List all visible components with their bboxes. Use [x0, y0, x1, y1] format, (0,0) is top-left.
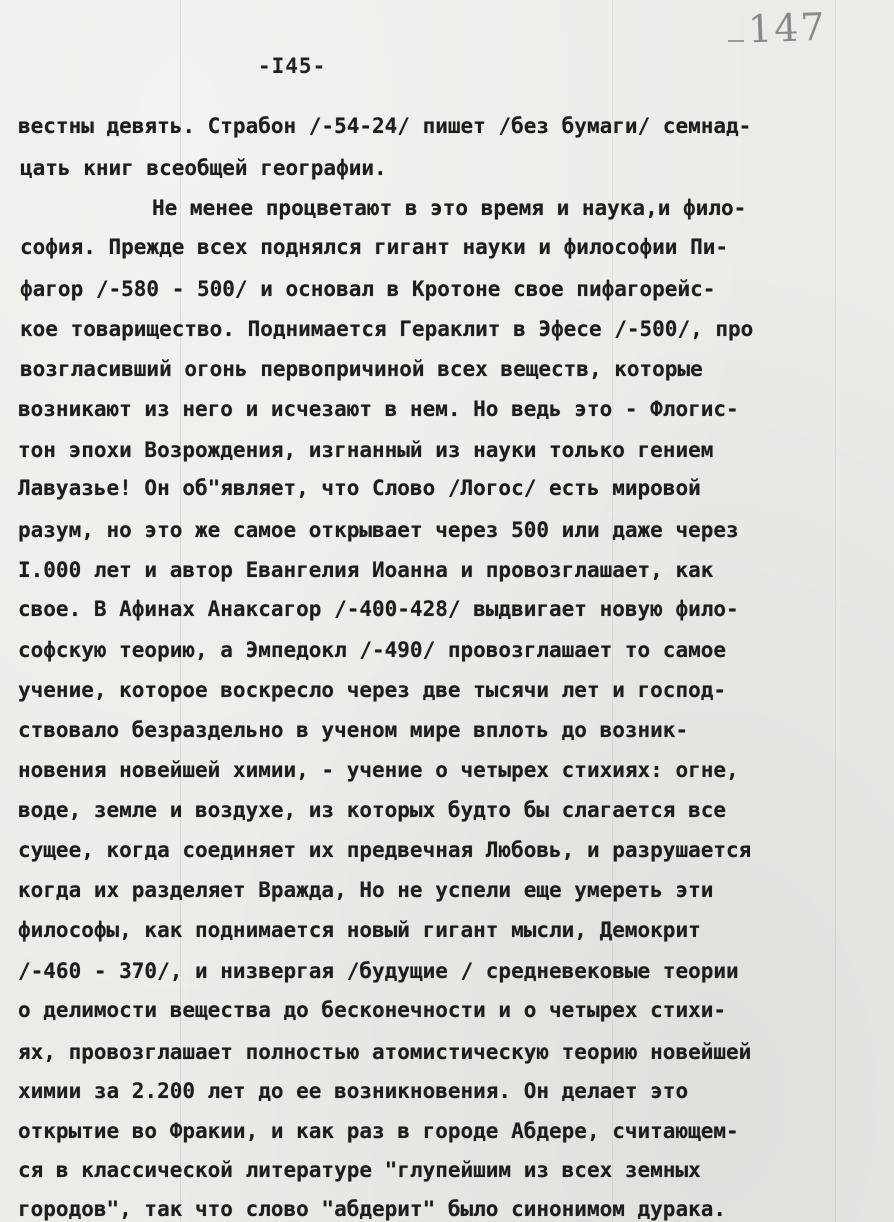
- text-line: открытие во Фракии, и как раз в городе Абдере, считающем-: [18, 1119, 739, 1143]
- text-line: софскую теорию, а Эмпедокл /-490/ провозглашает то самое: [18, 638, 727, 662]
- text-line: учение, которое воскресло через две тысячи лет и господ-: [18, 678, 727, 702]
- text-line: Лавуазье! Он об"являет, что Слово /Логос/ есть мировой: [18, 476, 701, 500]
- text-line: городов", так что слово "абдерит" было синонимом дурака.: [18, 1197, 727, 1221]
- text-line: философы, как поднимается новый гигант мысли, Демокрит: [18, 918, 701, 942]
- text-line: о делимости вещества до бесконечности и о четырех стихи-: [18, 998, 727, 1022]
- text-line: разум, но это же самое открывает через 500 или даже через: [18, 518, 739, 542]
- scan-streak: [835, 0, 836, 1222]
- text-line: кое товарищество. Поднимается Гераклит в Эфесе /-500/, про: [20, 317, 754, 341]
- text-line: возгласивший огонь первопричиной всех веществ, которые: [20, 357, 703, 381]
- text-line: цать книг всеобщей географии.: [20, 156, 387, 180]
- text-line: химии за 2.200 лет до ее возникновения. Он делает это: [18, 1079, 689, 1103]
- text-line: I.000 лет и автор Евангелия Иоанна и провозглашает, как: [18, 558, 714, 582]
- text-line: тон эпохи Возрождения, изгнанный из науки только гением: [18, 438, 714, 462]
- text-line: воде, земле и воздухе, из которых будто бы слагается все: [18, 798, 727, 822]
- text-line: свое. В Афинах Анаксагор /-400-428/ выдвигает новую фило-: [18, 597, 739, 621]
- text-line: софия. Прежде всех поднялся гигант науки и философии Пи-: [20, 235, 729, 259]
- text-line: возникают из него и исчезают в нем. Но ведь это - Флогис-: [18, 397, 739, 421]
- archive-number: 147: [747, 4, 828, 52]
- text-line: фагор /-580 - 500/ и основал в Кротоне свое пифагорейс-: [20, 277, 716, 301]
- archive-number-dash: [728, 40, 744, 42]
- text-line: сущее, когда соединяет их предвечная Любовь, и разрушается: [18, 838, 752, 862]
- text-line: /-460 - 370/, и низвергая /будущие / средневековые теории: [18, 959, 739, 983]
- text-line: вестны девять. Страбон /-54-24/ пишет /без бумаги/ семнад-: [18, 114, 752, 138]
- text-line: новения новейшей химии, - учение о четырех стихиях: огне,: [18, 758, 739, 782]
- text-line: ся в классической литературе "глупейшим из всех земных: [18, 1158, 701, 1182]
- text-line: ствовало безраздельно в ученом мире вплоть до возник-: [18, 718, 689, 742]
- text-line: Не менее процветают в это время и наука,и фило-: [152, 196, 747, 220]
- page-number: -I45-: [258, 54, 327, 78]
- text-line: когда их разделяет Вражда, Но не успели еще умереть эти: [18, 878, 714, 902]
- text-line: ях, провозглашает полностью атомистическую теорию новейшей: [18, 1040, 752, 1064]
